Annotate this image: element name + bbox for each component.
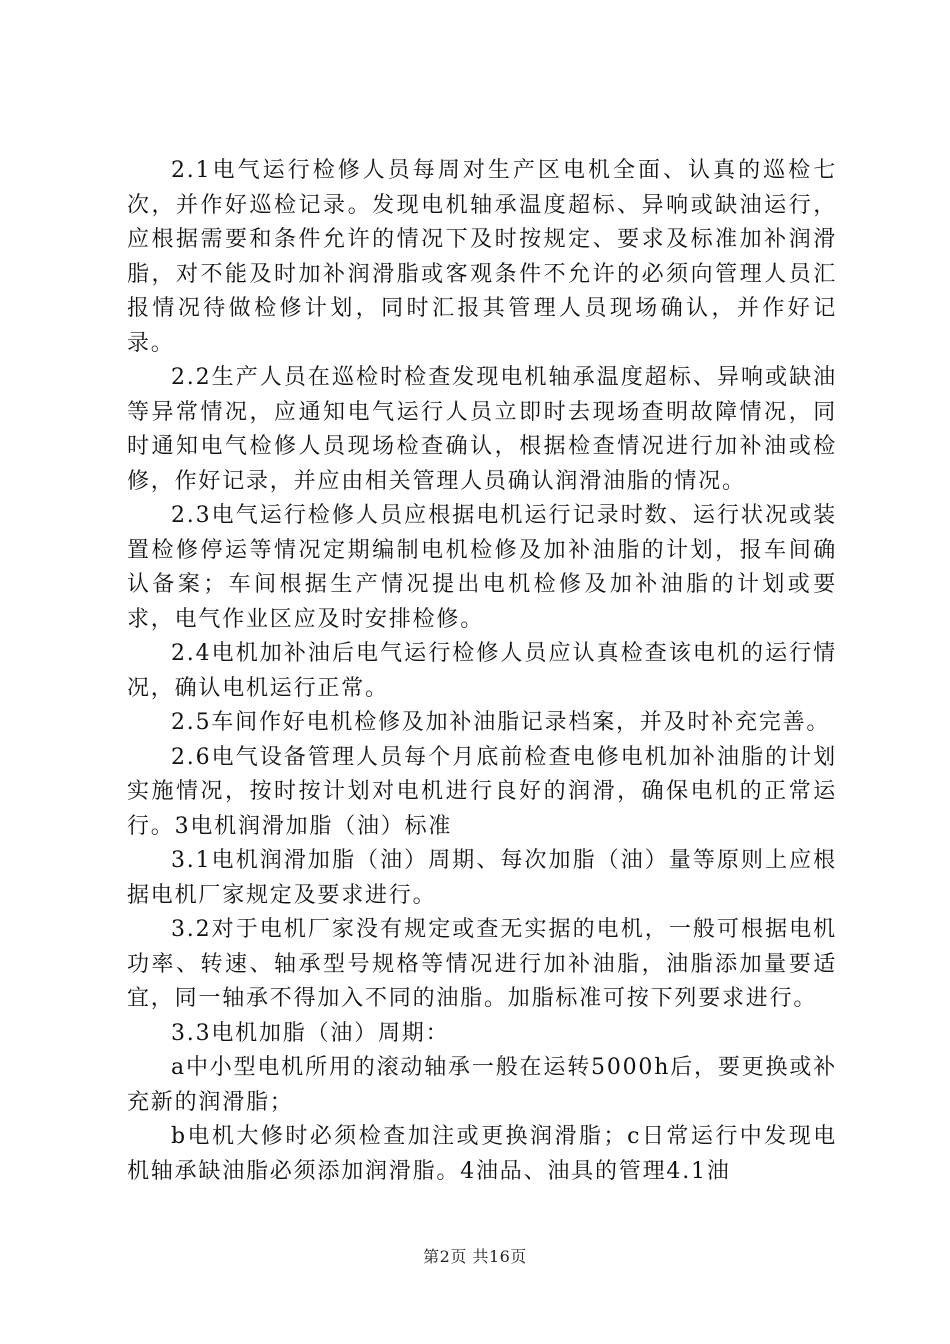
paragraph-2-3: 2.3电气运行检修人员应根据电机运行记录时数、运行状况或装置检修停运等情况定期编制电机检修及加补油脂的计划，报车间确认备案；车间根据生产情况提出电机检修及加补油脂的计划或要求，电气作业区应及时安排检修。 [127,503,837,632]
paragraph-2-1: 2.1电气运行检修人员每周对生产区电机全面、认真的巡检七次，并作好巡检记录。发现电机轴承温度超标、异响或缺油运行，应根据需要和条件允许的情况下及时按规定、要求及标准加补润滑脂，对不能及时加补润滑脂或客观条件不允许的必须向管理人员汇报情况待做检修计划，同时汇报其管理人员现场确认，并作好记录。 [127,158,837,356]
paragraph-3-3: 3.3电机加脂（油）周期： [171,1020,450,1046]
page-number-footer: 第2页 共16页 [423,1247,527,1266]
paragraph-3-1: 3.1电机润滑加脂（油）周期、每次加脂（油）量等原则上应根据电机厂家规定及要求进行。 [127,848,837,908]
paragraph-2-4: 2.4电机加补油后电气运行检修人员应认真检查该电机的运行情况，确认电机运行正常。 [127,641,837,701]
paragraph-2-6: 2.6电气设备管理人员每个月底前检查电修电机加补油脂的计划实施情况，按时按计划对电机进行良好的润滑，确保电机的正常运行。3电机润滑加脂（油）标准 [127,744,837,839]
document-body [127,154,837,1189]
paragraph-2-2: 2.2生产人员在巡检时检查发现电机轴承温度超标、异响或缺油等异常情况，应通知电气运行人员立即时去现场查明故障情况，同时通知电气检修人员现场检查确认，根据检查情况进行加补油或检修，作好记录，并应由相关管理人员确认润滑油脂的情况。 [127,365,837,494]
paragraph-3-3-a: a中小型电机所用的滚动轴承一般在运转5000h后，要更换或补充新的润滑脂； [127,1055,837,1115]
paragraph-3-3-b: b电机大修时必须检查加注或更换润滑脂；c日常运行中发现电机轴承缺油脂必须添加润滑脂。4油品、油具的管理4.1油 [127,1124,837,1184]
paragraph-3-2: 3.2对于电机厂家没有规定或查无实据的电机，一般可根据电机功率、转速、轴承型号规格等情况进行加补油脂，油脂添加量要适宜，同一轴承不得加入不同的油脂。加脂标准可按下列要求进行。 [127,917,837,1011]
paragraph-2-5: 2.5车间作好电机检修及加补油脂记录档案，并及时补充完善。 [171,710,831,735]
